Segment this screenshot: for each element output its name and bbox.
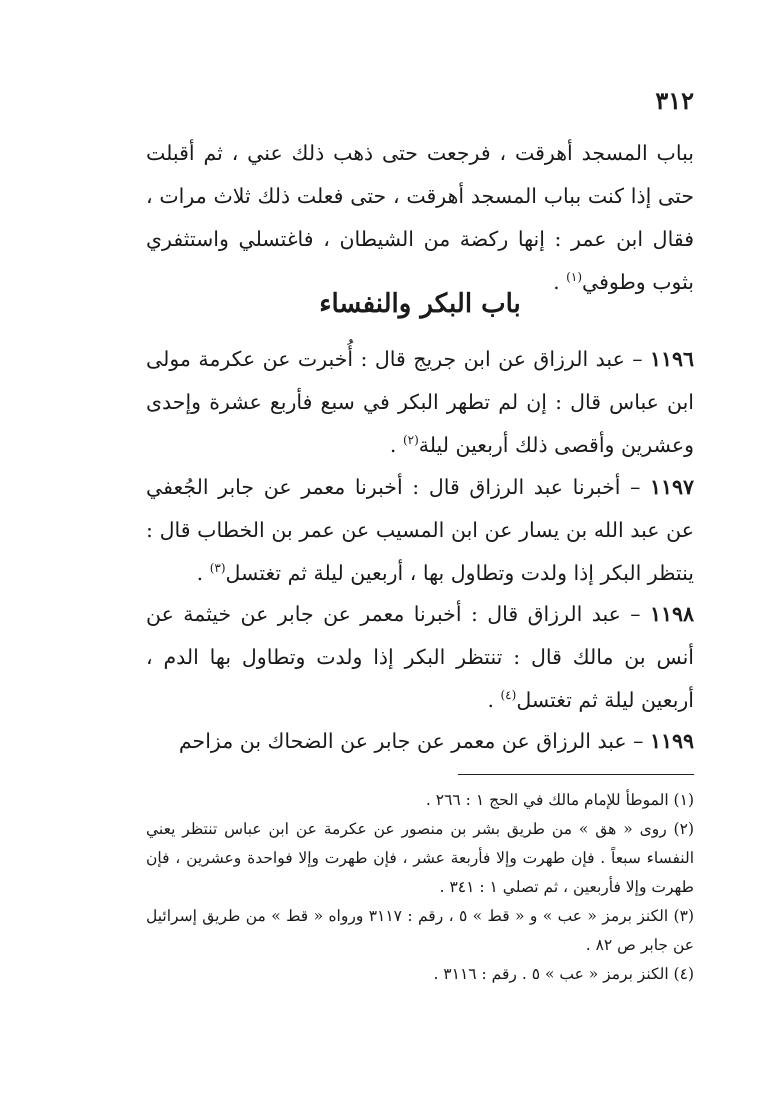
- intro-text: بباب المسجد أهرقت ، فرجعت حتى ذهب ذلك عني ، ثم أقبلت حتى إذا كنت بباب المسجد أهرقت ، حتى فعلت ذلك ثلاث مرات ، فقال ابن عمر : إنها ركضة من الشيطان ، فاغتسلي واستثفري بثوب وطوفي: [146, 141, 694, 294]
- hadith-text: – عبد الرزاق قال : أخبرنا معمر عن جابر عن خيثمة عن أنس بن مالك قال : تنتظر البكر إذا ولدت وتطاول بها الدم ، أربعين ليلة ثم تغتسل: [146, 602, 694, 712]
- footnote-2: (٢) روى « هق » من طريق بشر بن منصور عن عكرمة عن ابن عباس تنتظر يعني النفساء سبعاً . فإن طهرت وإلا فأربعة عشر ، فإن طهرت وإلا فواحدة وعشرين ، فإن طهرت وإلا فأربعين ، ثم تصلي ١ : ٣٤١ .: [146, 820, 694, 896]
- footnote-ref-1: (١): [566, 270, 582, 285]
- hadith-end: .: [389, 433, 403, 457]
- hadith-number: ١١٩٨: [649, 602, 694, 626]
- hadith-number: ١١٩٦: [649, 347, 694, 371]
- hadith-text: – أخبرنا عبد الرزاق قال : أخبرنا معمر عن جابر الجُعفي عن عبد الله بن يسار عن ابن المسيب عن عمر بن الخطاب قال : ينتظر البكر إذا ولدت وتطاول بها ، أربعين ليلة ثم تغتسل: [146, 475, 694, 585]
- hadith-end: .: [196, 561, 210, 585]
- hadith-text: – عبد الرزاق عن معمر عن جابر عن الضحاك بن مزاحم: [178, 729, 650, 753]
- page-number: ٣١٢: [655, 86, 694, 115]
- hadith-1196: [146, 338, 694, 467]
- hadith-1197: [146, 466, 694, 595]
- hadith-1198: [146, 593, 694, 722]
- hadith-text: – عبد الرزاق عن ابن جريج قال : أُخبرت عن عكرمة مولى ابن عباس قال : إن لم تطهر البكر في سبع فأربع عشرة وإحدى وعشرين وأقصى ذلك أربعين ليلة: [146, 347, 694, 457]
- hadith-1199: [146, 720, 694, 763]
- intro-end: .: [553, 270, 567, 294]
- hadith-number: ١١٩٧: [649, 475, 694, 499]
- footnote-1: (١) الموطأ للإمام مالك في الحج ١ : ٢٦٦ .: [425, 791, 694, 809]
- section-title: باب البكر والنفساء: [319, 289, 521, 319]
- footnote-ref-2: (٢): [402, 433, 419, 448]
- footnote-3: (٣) الكنز برمز « عب » و « قط » ٥ ، رقم : ٣١١٧ ورواه « قط » من طريق إسرائيل عن جابر ص ٨٢ .: [146, 907, 694, 954]
- footnotes: [146, 786, 694, 989]
- footnote-ref-3: (٣): [209, 561, 226, 576]
- hadith-number: ١١٩٩: [649, 729, 694, 753]
- footnote-divider: [458, 774, 694, 775]
- hadith-end: .: [487, 688, 501, 712]
- footnote-4: (٤) الكنز برمز « عب » ٥ . رقم : ٣١١٦ .: [433, 965, 694, 983]
- intro-paragraph: [146, 132, 694, 304]
- footnote-ref-4: (٤): [500, 688, 517, 703]
